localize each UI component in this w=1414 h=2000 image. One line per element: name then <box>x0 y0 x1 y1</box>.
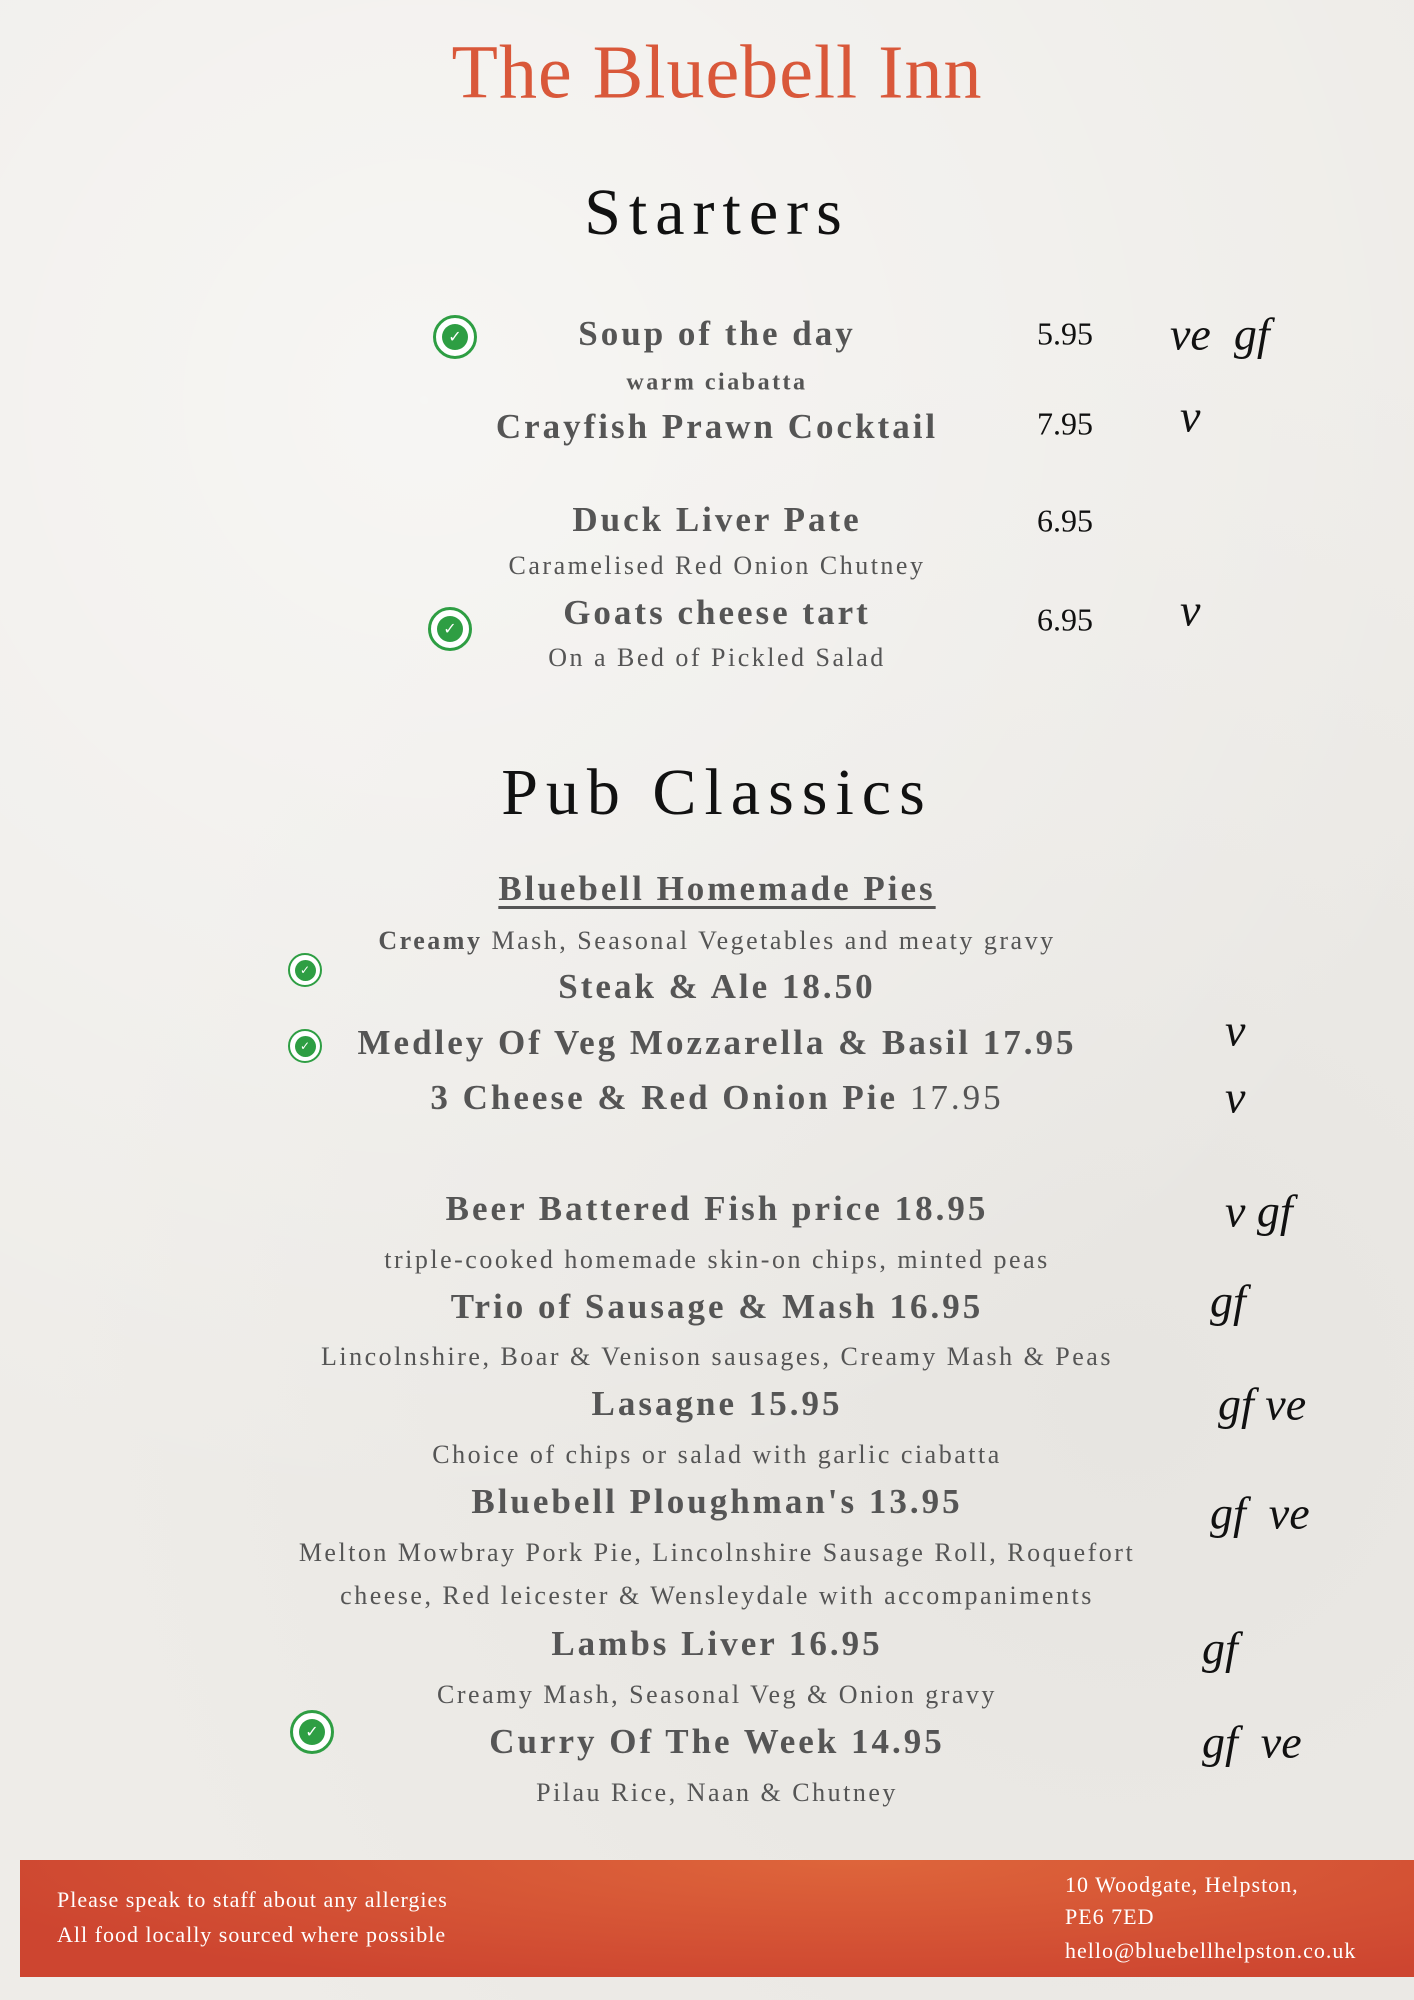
vegetarian-icon: ✓ <box>433 315 477 359</box>
restaurant-title: The Bluebell Inn <box>451 30 983 115</box>
menu-item-desc: Lincolnshire, Boar & Venison sausages, Creamy Mash & Peas <box>321 1342 1113 1371</box>
menu-item-desc: On a Bed of Pickled Salad <box>548 643 886 672</box>
menu-item-price: 6.95 <box>1037 601 1093 638</box>
dietary-tag: gf ve <box>1210 1487 1310 1539</box>
menu-item-desc: Choice of chips or salad with garlic ciabatta <box>432 1440 1002 1469</box>
pies-desc-bold: Creamy <box>378 926 483 955</box>
menu-item-name: Goats cheese tart <box>563 593 871 632</box>
menu-item-desc: cheese, Red leicester & Wensleydale with accompaniments <box>340 1581 1094 1610</box>
pies-desc-text: Mash, Seasonal Vegetables and meaty gravy <box>482 926 1056 955</box>
menu-item-name-text: 3 Cheese & Red Onion Pie <box>430 1078 899 1117</box>
menu-item-desc: warm ciabatta <box>626 369 808 396</box>
menu-item-name: Soup of the day <box>578 314 856 353</box>
pub-classics-heading: Pub Classics <box>501 756 933 829</box>
dietary-tag: v <box>1225 1071 1246 1123</box>
menu-item-price: 17.95 <box>909 1078 1004 1117</box>
postcode: PE6 7ED <box>1065 1904 1155 1929</box>
menu-item-name: Crayfish Prawn Cocktail <box>495 407 939 446</box>
pies-desc <box>217 926 1217 956</box>
dietary-tag: gf ve <box>1202 1716 1302 1768</box>
vegetarian-icon: ✓ <box>288 953 322 987</box>
menu-item-price: 7.95 <box>1037 405 1093 442</box>
menu-item-name: Lambs Liver 16.95 <box>551 1624 883 1663</box>
footer-banner <box>20 1860 1414 1977</box>
menu-item-desc: Pilau Rice, Naan & Chutney <box>536 1778 898 1807</box>
menu-item-name: Beer Battered Fish price 18.95 <box>445 1189 989 1228</box>
menu-item-name: Curry Of The Week 14.95 <box>489 1722 945 1761</box>
menu-item-name: Bluebell Ploughman's 13.95 <box>471 1482 963 1521</box>
menu-item-desc: Creamy Mash, Seasonal Veg & Onion gravy <box>437 1680 997 1709</box>
dietary-tag: ve gf <box>1170 308 1270 360</box>
vegetarian-icon: ✓ <box>288 1029 322 1063</box>
dietary-tag: v gf <box>1225 1185 1293 1237</box>
dietary-tag: gf ve <box>1218 1378 1307 1430</box>
menu-item-name <box>217 1078 1217 1118</box>
sourcing-note: All food locally sourced where possible <box>57 1922 447 1947</box>
dietary-tag: gf <box>1202 1622 1238 1674</box>
address-line: 10 Woodgate, Helpston, <box>1065 1872 1299 1897</box>
vegetarian-icon: ✓ <box>290 1710 334 1754</box>
menu-item-name: Steak & Ale 18.50 <box>558 967 876 1006</box>
menu-item-name: Trio of Sausage & Mash 16.95 <box>450 1287 984 1326</box>
menu-item-price: 6.95 <box>1037 502 1093 539</box>
dietary-tag: v <box>1225 1004 1246 1056</box>
email-link[interactable]: hello@bluebellhelpston.co.uk <box>1065 1938 1357 1963</box>
dietary-tag: gf <box>1210 1275 1246 1327</box>
menu-item-price: 5.95 <box>1037 315 1093 352</box>
dietary-tag: v <box>1180 390 1201 442</box>
menu-item-desc: Caramelised Red Onion Chutney <box>508 551 926 580</box>
menu-item-name: Duck Liver Pate <box>572 500 862 539</box>
allergy-note: Please speak to staff about any allergies <box>57 1887 448 1912</box>
menu-item-desc: Melton Mowbray Pork Pie, Lincolnshire Sausage Roll, Roquefort <box>298 1538 1136 1567</box>
vegetarian-icon: ✓ <box>428 607 472 651</box>
pies-heading: Bluebell Homemade Pies <box>498 869 936 908</box>
menu-item-desc: triple-cooked homemade skin-on chips, minted peas <box>384 1245 1050 1274</box>
menu-item-name: Medley Of Veg Mozzarella & Basil 17.95 <box>357 1023 1077 1062</box>
menu-item-name: Lasagne 15.95 <box>591 1384 843 1423</box>
dietary-tag: v <box>1180 584 1201 636</box>
starters-heading: Starters <box>584 176 850 249</box>
